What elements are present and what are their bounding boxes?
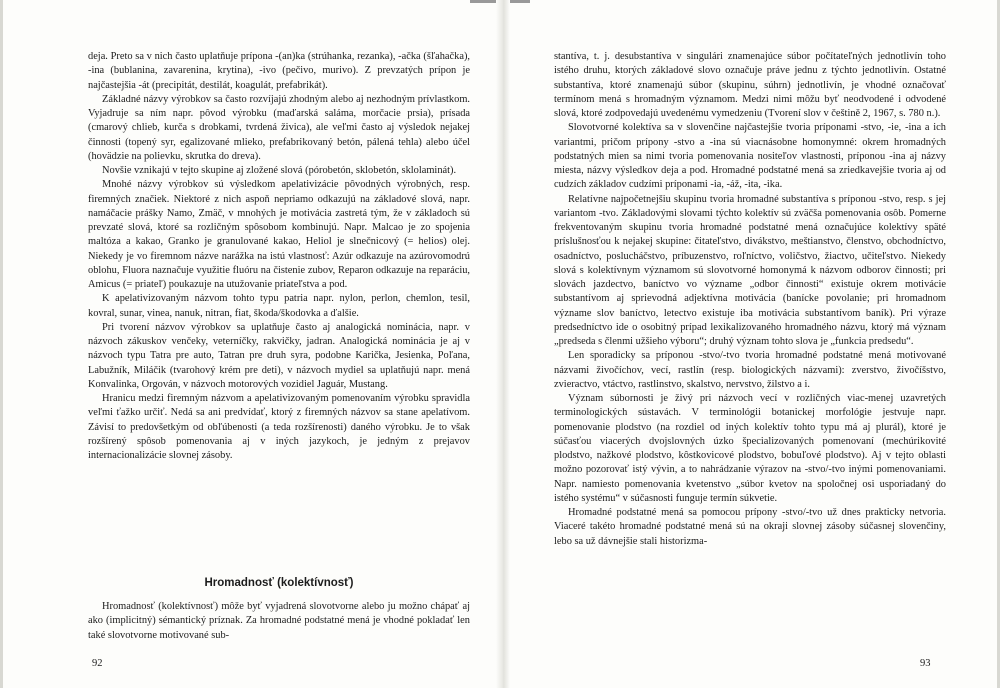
paragraph: Len sporadicky sa príponou -stvo/-tvo tvoria hromadné podstatné mená motivované názvami živočíchov, vecí, rastlín (resp. biologických názvami): zverstvo, živočíšstvo, zvieractvo, vtáctvo, rastlinstvo, skalstvo, nervstvo, žilstvo a i. <box>554 350 946 390</box>
page-number: 93 <box>920 658 931 669</box>
paragraph: deja. Preto sa v nich často uplatňuje prípona -(an)ka (strúhanka, rezanka), -ačka (šľahačka), -ina (bublanina, zavarenina, krytina), -ivo (pečivo, murivo). Z prevzatých prípon je najčastejšia -át (precipitát, destilát, koagulát, prefabrikát). <box>88 51 470 91</box>
paragraph: Hromadnosť (kolektívnosť) môže byť vyjadrená slovotvorne alebo ju možno chápať aj ako (implicitný) sémantický príznak. Za hromadné podstatné mená je vhodné pokladať len také slovotvorne motivované sub- <box>88 601 470 641</box>
left-page-body <box>88 50 470 463</box>
paragraph: stantíva, t. j. desubstantíva v singulári znamenajúce súbor počítateľných jednotlivín toho istého druhu, ktorých základové slovo označuje práve jednu z týchto jednotlivín. Ostatné substantíva, ktoré znamenajú súbor (skupinu, súhrn) jednotlivín, je vhodné označovať termínom mená s hromadným významom. Medzi nimi môžu byť neodvodené i odvodené slová, ktoré zodpovedajú uvedenému vymedzeniu (Tvorení slov v češtině 2, 1967, s. 780 n.). <box>554 51 946 119</box>
left-page <box>0 0 496 688</box>
right-page <box>510 0 1000 688</box>
paragraph: Význam súbornosti je živý pri názvoch vecí v rozličných viac-menej uzavretých terminologických sústavách. V terminológii botanickej morfológie jestvuje napr. pomenovanie plodstvo (na rozdiel od iných kolektív tohto typu má aj plurál), ktoré je súčasťou viacerých dvojslovných úzko špecializovaných pomenovaní (mechúrikovité plodstvo, nažkové plodstvo, kôstkovicové plodstvo, bobuľové plodstvo). Aj v tejto oblasti možno pozorovať istý vývin, a to nahrádzanie výrazov na -stvo/-tvo inými pomenovaniami. Napr. namiesto pomenovania kvetenstvo „súbor kvetov na spoločnej osi usporiadaný do istého systému“ v súčasnosti funguje termín súkvetie. <box>554 393 946 504</box>
paragraph: Základné názvy výrobkov sa často rozvíjajú zhodným alebo aj nezhodným prívlastkom. Vyjadruje sa ním napr. pôvod výrobku (maďarská saláma, morčacie prsia), prísada (cmarový chlieb, kurča s drobkami, tvrdená živica), ale veľmi často aj výsledok nejakej činnosti (topený syr, egalizované mlieko, prefabrikovaný betón, pálená tehla) alebo účel (hovädzie na polievku, skrutka do dreva). <box>88 93 470 162</box>
paragraph: Pri tvorení názvov výrobkov sa uplatňuje často aj analogická nominácia, napr. v názvoch zákuskov venčeky, veterníčky, rakvičky, jadran. Analogická nominácia je aj v názvoch typu Tatra pre auto, Tatran pre druh syra, podobne Karička, Jesienka, Poľana, Labužník, Miláčik (tvarohový krém pre deti), v názvoch mydiel sa uplatňujú napr. mená Konvalinka, Orgován, v názvoch motorových vozidiel Jaguár, Mustang. <box>88 321 470 390</box>
paragraph: Novšie vznikajú v tejto skupine aj zložené slová (pórobetón, sklobetón, sklolaminát). <box>102 165 457 176</box>
page-number: 92 <box>92 658 103 669</box>
paragraph: Relatívne najpočetnejšiu skupinu tvoria hromadné substantíva s príponou -stvo, resp. s jej variantom -tvo. Základovými slovami týchto kolektív sú zväčša pomenovania osôb. Pomerne frekventovaným skupinu tvoria hromadné podstatné mená označujúce kolektívy späté príslušnosťou k nejakej skupine: čitateľstvo, divákstvo, meštianstvo, členstvo, obchodníctvo, osadníctvo, poslucháčstvo, príbuzenstvo, roľníctvo, voličstvo, žiactvo, učiteľstvo. Niekedy slová s kolektívnym významom sú slovotvorné homonymá k názvom odborov činnosti; pri slovách jazdectvo, baníctvo vo význame „odbor činnosti“ existuje okrem motivácie substantívom aj sprievodná adjektívna motivácia (banícke povolanie; pri hromadnom význame slov baníctvo, letectvo existuje iba motivácia substantívom baník). Pri výraze predsedníctvo ide o osobitný prípad lexikalizovaného hromadného názvu, ktorý má význam „predseda s členmi užšieho výboru“; druhý význam tohto slova je „funkcia predsedu“. <box>554 193 946 347</box>
paragraph: Mnohé názvy výrobkov sú výsledkom apelativizácie pôvodných výrobných, resp. firemných značiek. Niektoré z nich aspoň nepriamo odkazujú na základové slová, napr. namáčacie prášky Namo, Zmäč, v mnohých je motivácia zastretá tým, že v základoch sú prevzaté slová, ktoré sa rozličným spôsobom kombinujú. Napr. Malcao je zo spojenia maltóza a kakao, Granko je granulované kakao, Heliol je slnečnicový (= helios) olej. Niekedy je vo firemnom názve narážka na istú vlastnosť: Azúr odkazuje na azúrovomodrú oblohu, Fluora naznačuje využitie fluóru na čistenie zubov, Reparon odkazuje na reparáciu, Amicus (= priateľ) poukazuje na utužovanie priateľstva a pod. <box>88 179 470 290</box>
paragraph: Hranicu medzi firemným názvom a apelativizovaným pomenovaním výrobku spravidla veľmi ťažko určiť. Nedá sa ani predvídať, ktorý z firemných názvov sa stane apelatívom. Závisí to predovšetkým od obľúbenosti (a teda rozšírenosti) daného výrobku. Je to však rozšírený spôsob pomenovania aj v iných jazykoch, je jedným z prejavov internacionalizácie slovnej zásoby. <box>88 393 470 461</box>
section-heading: Hromadnosť (kolektívnosť) <box>204 577 354 589</box>
right-page-body <box>554 50 946 549</box>
paragraph: K apelativizovaným názvom tohto typu patria napr. nylon, perlon, chemlon, tesil, kovral, sunar, vinea, nanuk, nitran, fiat, škoda/škodovka a ďalšie. <box>88 293 470 319</box>
book-gutter <box>496 0 510 688</box>
paragraph: Slovotvorné kolektíva sa v slovenčine najčastejšie tvoria príponami -stvo, -ie, -ina a ich variantmi, pričom prípony -stvo a -ina sú viacnásobne homonymné: okrem hromadných podstatných mien sa nimi tvoria pomenovania nositeľov vlastnosti, príponou -ina aj názvy miesta, názvy výsledkov deja a pod. Hromadné podstatné mená sa zriedkavejšie tvoria aj od cudzích základov cudzími príponami -ia, -áž, -ita, -ika. <box>554 122 946 191</box>
paragraph: Hromadné podstatné mená sa pomocou prípony -stvo/-tvo už dnes prakticky netvoria. Viaceré takéto hromadné podstatné mená sú na okraji slovnej zásoby súčasnej slovenčiny, lebo sa už dávnejšie stali historizma- <box>554 507 946 547</box>
left-page-section-body <box>88 600 470 643</box>
